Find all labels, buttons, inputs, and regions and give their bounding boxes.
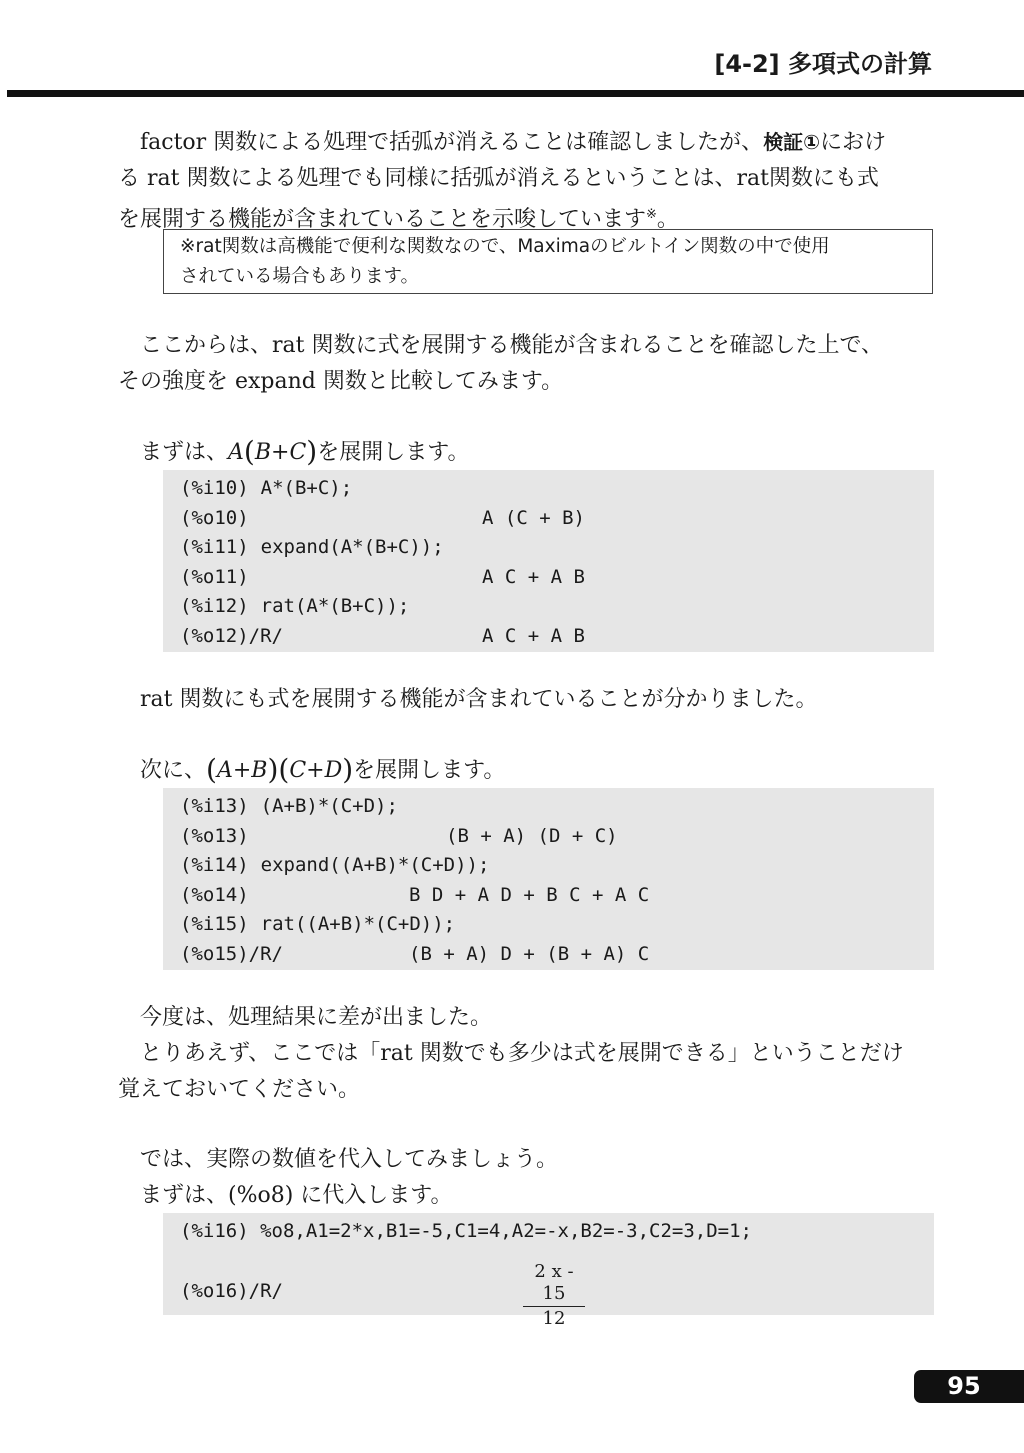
paragraph-substitute-o8: まずは、(%o8) に代入します。 — [140, 1183, 453, 1208]
paragraph-intro-text-a: factor 関数による処理で括弧が消えることは確認しましたが、 — [140, 130, 764, 155]
paragraph-intro-text-c: におけ — [820, 130, 887, 155]
code-block-2 — [163, 788, 934, 970]
code-text: expand((A+B)*(C+D)); — [260, 854, 490, 876]
code-label: (%i11) — [180, 536, 249, 558]
code-line — [180, 563, 934, 593]
section-title: [4-2] 多項式の計算 — [714, 50, 932, 78]
paragraph-result-text: rat 関数にも式を展開する機能が含まれていることが分かりました。 — [140, 687, 818, 712]
page-number-tab — [914, 1370, 1024, 1403]
paragraph-difference-text: 今度は、処理結果に差が出ました。 — [140, 1005, 493, 1030]
code-label: (%i14) — [180, 854, 249, 876]
footnote-box — [163, 229, 933, 294]
code-text: expand(A*(B+C)); — [260, 536, 444, 558]
code-line — [180, 474, 934, 504]
code-text: A C + A B — [482, 565, 585, 588]
math-expr2-a: A+B — [216, 758, 268, 783]
paragraph-compare — [118, 328, 938, 400]
code-label: (%o15)/R/ — [180, 942, 283, 965]
code-line — [180, 592, 934, 622]
code-block-3 — [163, 1213, 934, 1329]
code-line — [180, 910, 934, 940]
math-expr1-b: B+C — [254, 440, 307, 465]
paragraph-compare-line2: その強度を expand 関数と比較してみます。 — [118, 369, 564, 394]
fraction-numerator: 2 x - 15 — [523, 1261, 585, 1307]
code-label: (%o13) — [180, 824, 249, 847]
paragraph-remember-line2: 覚えておいてください。 — [118, 1077, 361, 1102]
code-label: (%o11) — [180, 565, 249, 588]
page-number: 95 — [947, 1372, 981, 1400]
paragraph-expand-2-post: を展開します。 — [353, 758, 506, 783]
code-line — [180, 622, 934, 652]
code-line — [180, 792, 934, 822]
code-block-1 — [163, 470, 934, 652]
footnote-line2: されている場合もあります。 — [180, 266, 420, 287]
code-label: (%i12) — [180, 595, 249, 617]
code-label: (%o16)/R/ — [180, 1280, 283, 1302]
code-text: rat(A*(B+C)); — [260, 595, 410, 617]
code-label: (%i13) — [180, 795, 249, 817]
paragraph-substitute — [118, 1142, 938, 1214]
code-line-output — [180, 1277, 283, 1307]
footnote-line1: ※rat関数は高機能で便利な関数なので、Maximaのビルトイン関数の中で使用 — [180, 236, 830, 257]
paragraph-intro-line2: る rat 関数による処理でも同様に括弧が消えるということは、rat関数にも式 — [118, 166, 879, 191]
code-line — [180, 940, 934, 970]
code-text: (B + A) (D + C) — [446, 824, 618, 847]
code-text: (A+B)*(C+D); — [260, 795, 398, 817]
code-text: A C + A B — [482, 624, 585, 647]
code-line — [180, 822, 934, 852]
code-label: (%i15) — [180, 913, 249, 935]
code-text: rat((A+B)*(C+D)); — [260, 913, 456, 935]
math-expression-2: (A+B)(C+D) — [206, 753, 354, 786]
fraction-denominator: 12 — [542, 1308, 566, 1329]
code-label: (%i10) — [180, 477, 249, 499]
code-label: (%o10) — [180, 506, 249, 529]
math-expr2-b: C+D — [289, 758, 343, 783]
math-expression-1: A(B+C) — [228, 435, 318, 468]
paragraph-substitute-text: では、実際の数値を代入してみましょう。 — [140, 1147, 559, 1172]
code-text: %o8,A1=2*x,B1=-5,C1=4,A2=-x,B2=-3,C2=3,D=1; — [260, 1220, 752, 1242]
code-label: (%o14) — [180, 883, 249, 906]
paragraph-expand-1-pre: まずは、 — [140, 440, 229, 465]
fraction-result — [523, 1261, 585, 1330]
paragraph-compare-line1: ここからは、rat 関数に式を展開する機能が含まれることを確認した上で、 — [140, 333, 884, 358]
paragraph-expand-2 — [118, 752, 938, 789]
code-label: (%i16) — [180, 1220, 249, 1242]
code-line — [180, 533, 934, 563]
code-line — [180, 851, 934, 881]
paragraph-intro — [118, 124, 938, 238]
header-rule — [7, 90, 1024, 97]
paragraph-expand-2-pre: 次に、 — [140, 758, 207, 783]
paragraph-remember-line1: とりあえず、ここでは「rat 関数でも多少は式を展開できる」ということだけ — [140, 1041, 904, 1066]
code-label: (%o12)/R/ — [180, 624, 283, 647]
code-text: B D + A D + B C + A C — [409, 883, 650, 906]
code-text: A*(B+C); — [260, 477, 353, 499]
paragraph-difference — [118, 1000, 938, 1108]
paragraph-intro-end: 。 — [656, 207, 679, 232]
paragraph-expand-1-post: を展開します。 — [317, 440, 470, 465]
math-expr1-a: A — [228, 440, 244, 465]
code-text: (B + A) D + (B + A) C — [409, 942, 650, 965]
paragraph-result — [118, 682, 938, 718]
paragraph-expand-1 — [118, 434, 938, 471]
code-text: A (C + B) — [482, 506, 585, 529]
code-line — [180, 504, 934, 534]
code-line — [180, 881, 934, 911]
verification-ref: 検証① — [763, 130, 821, 154]
code-line-input — [180, 1217, 934, 1247]
footnote-mark: ※ — [646, 207, 657, 222]
paragraph-intro-line3: を展開する機能が含まれていることを示唆しています — [118, 207, 647, 232]
